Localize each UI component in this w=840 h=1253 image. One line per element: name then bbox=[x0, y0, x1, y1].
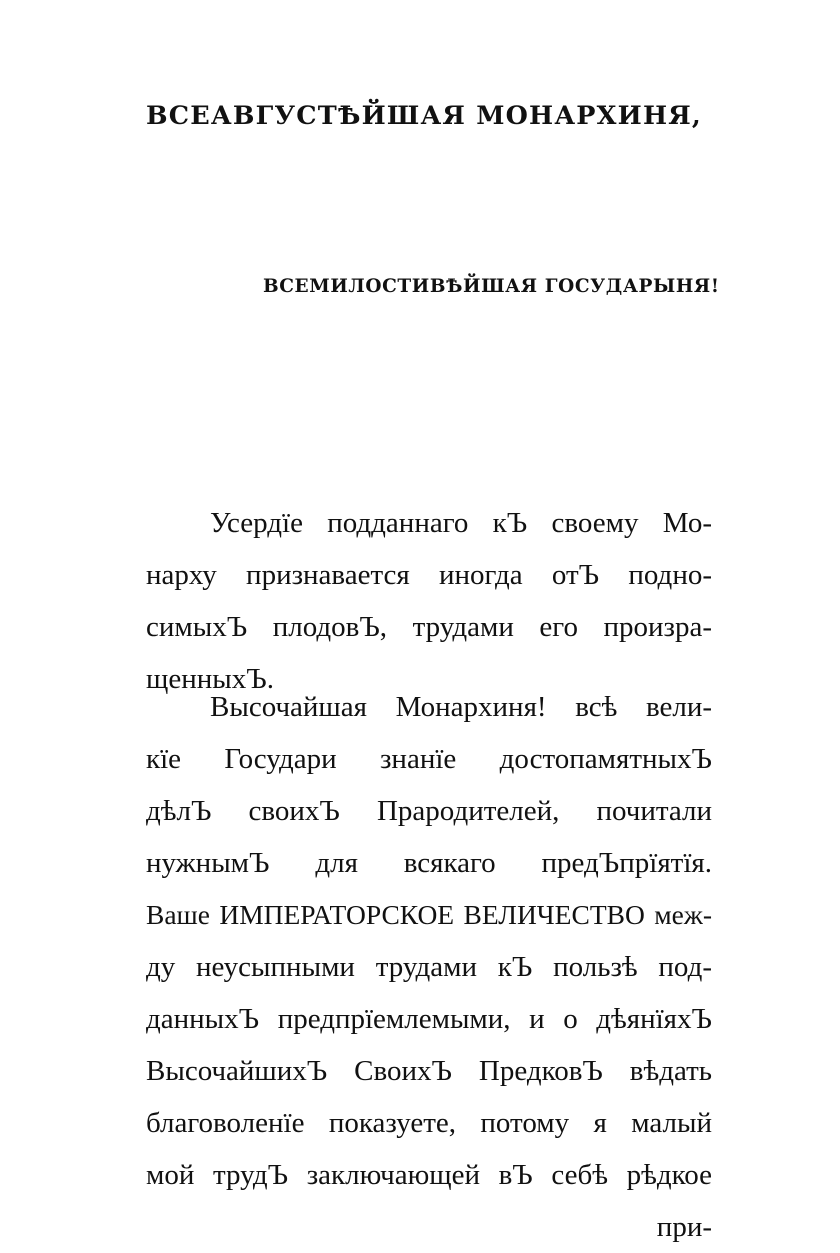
page-heading: ВСЕАВГУСТѢЙШАЯ МОНАРХИНЯ, bbox=[146, 101, 702, 131]
text-line: дѣлЪ своихЪ Прародителей, почитали bbox=[146, 795, 712, 827]
text-line: кїе Государи знанїе достопамятныхЪ bbox=[146, 743, 712, 775]
text-line: нужнымЪ для всякаго предЪпрїятїя. bbox=[146, 847, 712, 879]
paragraph-1 bbox=[146, 497, 712, 705]
text-line: симыхЪ плодовЪ, трудами его произра- bbox=[146, 611, 712, 643]
text-line: Высочайшая Монархиня! всѣ вели- bbox=[210, 691, 712, 723]
catchword: при- bbox=[656, 1211, 712, 1243]
text-line: нарху признавается иногда отЪ подно- bbox=[146, 559, 712, 591]
text-line: Усердїе подданнаго кЪ своему Мо- bbox=[210, 507, 712, 539]
text-line: данныхЪ предпрїемлемыми, и о дѣянїяхЪ bbox=[146, 1003, 712, 1035]
text-line: мой трудЪ заключающей вЪ себѣ рѣдкое bbox=[146, 1159, 712, 1191]
text-line: ду неусыпными трудами кЪ пользѣ под- bbox=[146, 951, 712, 983]
text-line: ВысочайшихЪ СвоихЪ ПредковЪ вѣдать bbox=[146, 1055, 712, 1087]
text-line: щенныхЪ. bbox=[146, 663, 274, 695]
text-line: благоволенїе показуете, потому я малый bbox=[146, 1107, 712, 1139]
text-line: Ваше ИМПЕРАТОРСКОЕ ВЕЛИЧЕСТВО меж- bbox=[146, 899, 712, 930]
paragraph-2 bbox=[146, 681, 712, 1253]
salutation: ВСЕМИЛОСТИВѢЙШАЯ ГОСУДАРЫНЯ! bbox=[263, 276, 720, 297]
